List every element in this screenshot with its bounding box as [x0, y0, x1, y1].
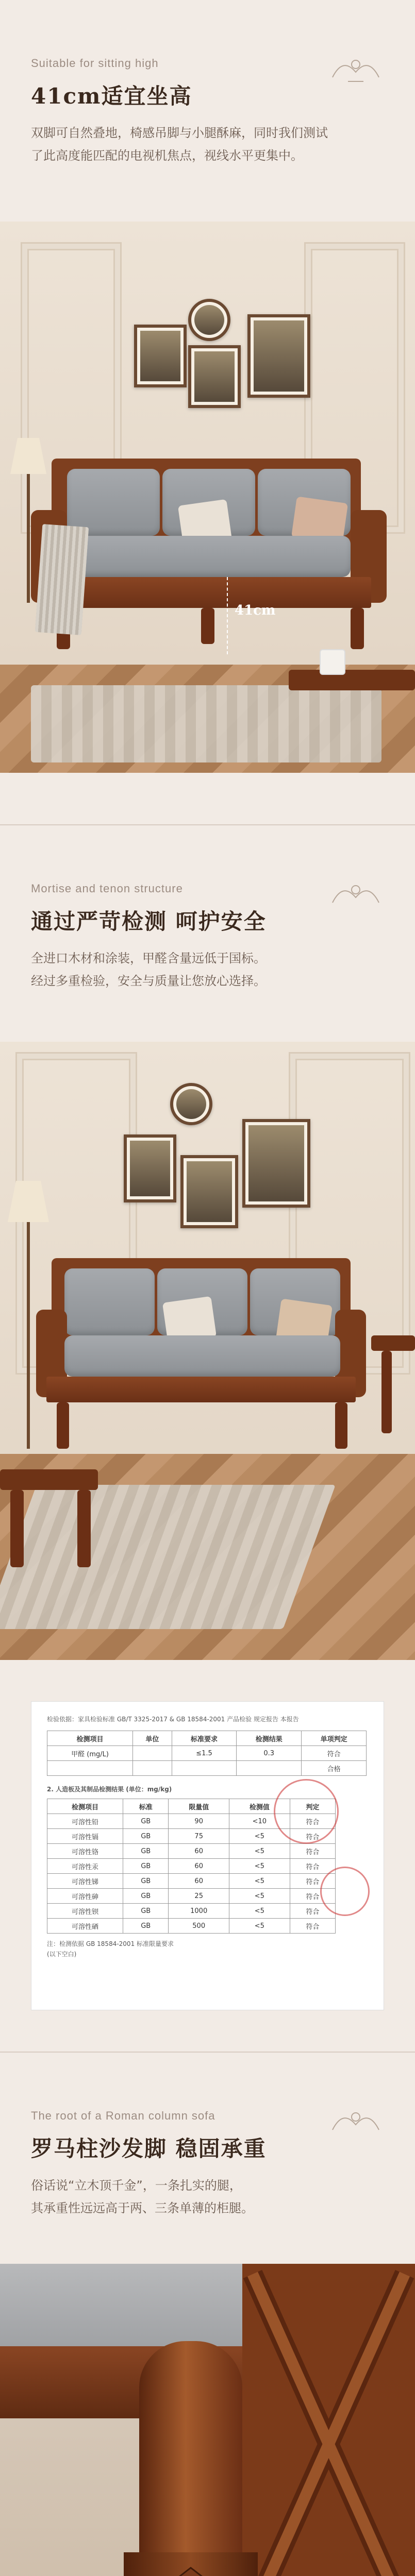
- desc-line: 其承重性远远高于两、三条单薄的柜腿。: [31, 2201, 254, 2215]
- section-header: [0, 825, 415, 992]
- carved-diamond-icon: [139, 2563, 242, 2576]
- section-title: 罗马柱沙发脚 稳固承重: [31, 2136, 267, 2161]
- lattice-backrest: [242, 2264, 415, 2576]
- report-header-note: 检验依据：家具检验标准 GB/T 3325-2017 & GB 18584-2001 产品检验 规定报告 本报告: [47, 1716, 299, 1723]
- ornament-icon: [327, 877, 384, 913]
- table-header: 单项判定: [302, 1731, 367, 1746]
- table-row: 可溶性汞 GB 60 <5 符合: [47, 1859, 336, 1874]
- report-table-heavy-metals: 检测项目 标准 限量值 检测值 判定 可溶性铅 GB 90 <10 符合 可溶性镉 GB 75 <5 符合 可溶性铬 GB 60 <5 符合 可溶性汞 GB 60 <5 符合 可溶性锑 GB 60 <5 符合 可溶性砷 GB 25 <5 符合 可溶性钡 GB 1000 <5 符合 可溶性硒 GB 500 <5 符合: [47, 1799, 336, 1934]
- section-sitting-height: [0, 0, 415, 824]
- table-row: 可溶性镉 GB 75 <5 符合: [47, 1829, 336, 1844]
- table-row: 可溶性硒 GB 500 <5 符合: [47, 1919, 336, 1934]
- section-title: 41cm适宜坐高: [31, 83, 192, 109]
- tea-cup: [320, 649, 345, 675]
- section-safety-inspection: [0, 825, 415, 1660]
- desc-line: 双脚可自然叠地，椅感吊脚与小腿酥麻，同时我们测试: [31, 126, 328, 140]
- red-stamp: [274, 1779, 339, 1844]
- section-description: [31, 947, 384, 992]
- table-row: 可溶性锑 GB 60 <5 符合: [47, 1874, 336, 1889]
- section-header: [0, 2053, 415, 2219]
- table-header: 检测项目: [47, 1731, 133, 1746]
- desc-line: 俗话说“立木顶千金”，一条扎实的腿，: [31, 2178, 242, 2193]
- section-title: 通过严苛检测 呵护安全: [31, 909, 267, 934]
- wall-art: [242, 1119, 310, 1208]
- wall-art: [188, 299, 230, 341]
- sofa-room-photo: [0, 222, 415, 773]
- desc-line: 全进口木材和涂装，甲醛含量远低于国标。: [31, 951, 266, 965]
- section-description: [31, 2174, 384, 2219]
- wall-art: [124, 1134, 176, 1202]
- inspection-report: [31, 1701, 384, 2010]
- wall-art: [180, 1155, 238, 1228]
- section-kicker: Mortise and tenon structure: [31, 882, 183, 895]
- table-row: 甲醛 (mg/L) ≤1.5 0.3 符合: [47, 1746, 367, 1761]
- wall-art: [188, 345, 241, 408]
- table-row: 可溶性砷 GB 25 <5 符合: [47, 1889, 336, 1904]
- table-row: 可溶性铬 GB 60 <5 符合: [47, 1844, 336, 1859]
- section-kicker: Suitable for sitting high: [31, 57, 159, 70]
- table-header: 单位: [133, 1731, 172, 1746]
- ornament-icon: [327, 2104, 384, 2140]
- report-footnote: (以下空白): [47, 1951, 77, 1958]
- section-description: [31, 122, 384, 167]
- table-row: 合格: [47, 1761, 367, 1776]
- dimension-label: 41cm: [235, 603, 276, 618]
- wall-art: [170, 1083, 212, 1125]
- wall-art: [134, 325, 187, 387]
- wall-art: [247, 314, 310, 398]
- desc-line: 了此高度能匹配的电视机焦点，视线水平更集中。: [31, 148, 303, 163]
- blanket: [35, 524, 89, 635]
- ornament-icon: [327, 52, 384, 88]
- table-row: 可溶性铅 GB 90 <10 符合: [47, 1814, 336, 1829]
- sofa-room-photo: [0, 1042, 415, 1660]
- desc-line: 经过多重检验，安全与质量让您放心选择。: [31, 974, 266, 988]
- table-row: 可溶性钡 GB 1000 <5 符合: [47, 1904, 336, 1919]
- section-roman-column-legs: [0, 2053, 415, 2576]
- inspection-report-section: [0, 1660, 415, 2052]
- section-kicker: The root of a Roman column sofa: [31, 2109, 215, 2122]
- report-footnote: 注：检测依据 GB 18584-2001 标准限量要求: [47, 1940, 174, 1947]
- report-table-formaldehyde: [47, 1731, 367, 1776]
- red-stamp: [320, 1867, 370, 1916]
- roman-column-leg: [139, 2341, 242, 2576]
- dimension-line: [227, 577, 228, 654]
- table-header: 检测结果: [237, 1731, 302, 1746]
- report-section-title: 2. 人造板及其制品检测结果 (单位：mg/kg): [47, 1786, 172, 1793]
- sofa-leg-closeup-photo: [0, 2264, 415, 2576]
- table-header: 标准要求: [172, 1731, 237, 1746]
- section-header: [0, 0, 415, 167]
